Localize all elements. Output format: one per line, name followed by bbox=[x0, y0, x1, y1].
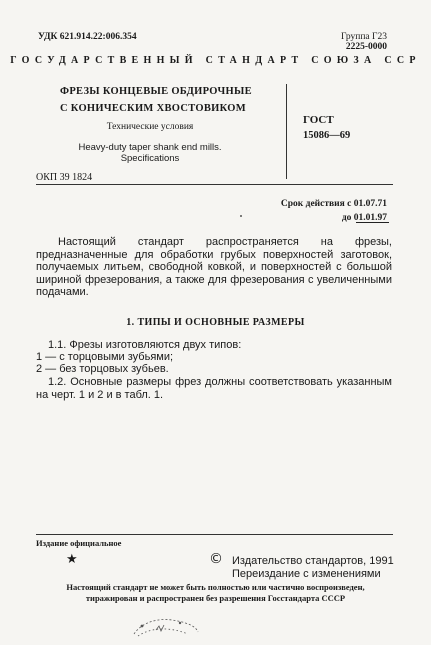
copyright-text: Издательство стандартов, 1991 bbox=[232, 555, 394, 567]
document-title-line-1: ФРЕЗЫ КОНЦЕВЫЕ ОБДИРОЧНЫЕ bbox=[60, 86, 252, 97]
type-1-item: 1 — с торцовыми зубьями; bbox=[36, 351, 174, 363]
validity-start: Срок действия с 01.07.71 bbox=[280, 199, 387, 209]
reproduction-notice-line-1: Настоящий стандарт не может быть полностью или частично воспроизведен, bbox=[66, 582, 365, 592]
group-code: Группа Г23 bbox=[340, 32, 387, 42]
print-speck bbox=[240, 215, 242, 217]
english-title-line-2: Specifications bbox=[120, 153, 180, 164]
publication-divider bbox=[36, 534, 393, 535]
gost-label: ГОСТ bbox=[303, 114, 334, 126]
okp-code: ОКП 39 1824 bbox=[36, 172, 93, 183]
star-icon: ★ bbox=[66, 551, 78, 566]
clause-1-1: 1.1. Фрезы изготовляются двух типов: bbox=[48, 339, 242, 351]
intro-paragraph: Настоящий стандарт распространяется на фрезы, предназначенные для обработки грубых поверхностей заготовок, получаемых литьем, свободной ковкой, и поверхностей с большой шириной фрезерования, а также для фрезерования с увеличенными подачами. bbox=[36, 236, 392, 299]
classifier-code: 2225-0000 bbox=[345, 42, 387, 52]
copyright-icon: © bbox=[209, 551, 223, 567]
udk-code: УДК 621.914.22:006.354 bbox=[38, 32, 137, 42]
section-title: 1. ТИПЫ И ОСНОВНЫЕ РАЗМЕРЫ bbox=[126, 317, 305, 328]
header-divider bbox=[36, 184, 393, 185]
standard-header: ГОСУДАРСТВЕННЫЙ СТАНДАРТ СОЮЗА ССР bbox=[10, 55, 421, 66]
reissue-note: Переиздание с изменениями bbox=[232, 568, 381, 580]
validity-end: до 01.01.97 bbox=[341, 213, 387, 223]
type-2-item: 2 — без торцовых зубьев. bbox=[36, 363, 169, 375]
official-edition-label: Издание официальное bbox=[36, 538, 122, 548]
document-subtitle: Технические условия bbox=[106, 122, 194, 132]
validity-underline bbox=[356, 222, 389, 223]
reproduction-notice-line-2: тиражирован и распространен без разрешения Госстандарта СССР bbox=[85, 593, 346, 603]
english-title-line-1: Heavy-duty taper shank end mills. bbox=[78, 142, 222, 153]
document-title-line-2: С КОНИЧЕСКИМ ХВОСТОВИКОМ bbox=[60, 103, 246, 114]
clause-1-2: 1.2. Основные размеры фрез должны соответствовать указанным на черт. 1 и 2 и в табл. 1. bbox=[36, 376, 392, 401]
column-divider bbox=[286, 84, 287, 179]
gost-number: 15086—69 bbox=[303, 130, 351, 141]
library-stamp-icon bbox=[128, 614, 203, 640]
